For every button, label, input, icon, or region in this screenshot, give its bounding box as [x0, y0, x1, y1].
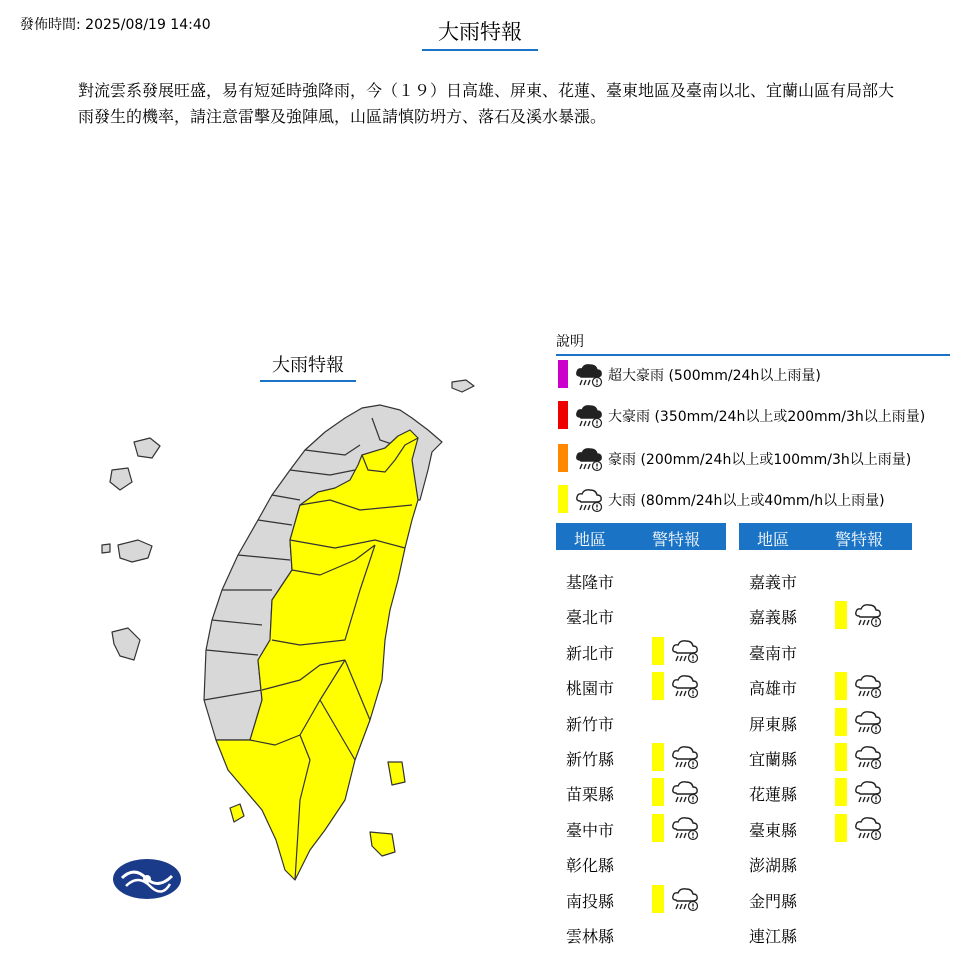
legend-swatch — [558, 360, 568, 388]
warning-swatch — [652, 743, 664, 771]
region-name: 南投縣 — [566, 891, 615, 911]
region-name: 彰化縣 — [566, 856, 615, 876]
map-title: 大雨特報 — [260, 351, 356, 382]
map-island-orchid — [370, 832, 395, 856]
region-name: 宜蘭縣 — [749, 750, 798, 769]
legend-item — [556, 444, 956, 472]
column-warning: 警特報 — [835, 530, 884, 549]
region-name: 屏東縣 — [749, 714, 798, 734]
heavy-rain-icon — [853, 813, 883, 847]
heavy-rain-icon — [853, 707, 883, 741]
very-heavy-rain-icon — [574, 444, 604, 478]
column-region: 地區 — [757, 530, 790, 549]
warning-swatch — [835, 601, 847, 629]
warning-swatch — [652, 778, 664, 806]
heavy-rain-icon — [853, 742, 883, 776]
legend-label: 大豪雨 (350mm/24h以上或200mm/3h以上雨量) — [608, 409, 926, 425]
legend-label: 超大豪雨 (500mm/24h以上雨量) — [608, 368, 821, 384]
map-island-penghu — [102, 540, 152, 660]
region-name: 花蓮縣 — [749, 785, 798, 805]
region-name: 高雄市 — [749, 679, 798, 699]
region-row — [558, 707, 738, 737]
heavy-rain-icon — [670, 884, 700, 918]
region-row — [741, 742, 921, 772]
map-island-green — [388, 762, 405, 785]
warning-swatch — [652, 814, 664, 842]
region-name: 雲林縣 — [566, 927, 615, 946]
heavy-rain-icon — [853, 671, 883, 705]
column-warning: 警特報 — [652, 530, 701, 549]
legend-title: 說明 — [556, 331, 950, 356]
warning-swatch — [652, 637, 664, 665]
region-name: 苗栗縣 — [566, 785, 615, 805]
region-name: 澎湖縣 — [749, 856, 798, 876]
table-header-left — [556, 523, 726, 550]
region-row — [741, 919, 921, 949]
column-region: 地區 — [574, 530, 607, 549]
region-row — [558, 813, 738, 843]
map-island-kinmen — [110, 438, 160, 490]
region-row — [741, 636, 921, 666]
region-name: 金門縣 — [749, 891, 798, 911]
region-row — [558, 671, 738, 701]
region-row — [558, 848, 738, 878]
legend-item — [556, 360, 956, 388]
region-row — [741, 600, 921, 630]
extremely-heavy-rain-icon — [574, 401, 604, 435]
region-name: 嘉義市 — [749, 573, 798, 592]
warning-swatch — [835, 743, 847, 771]
region-row — [558, 919, 738, 949]
warning-swatch — [652, 672, 664, 700]
region-name: 新北市 — [566, 643, 615, 663]
warning-swatch — [835, 672, 847, 700]
legend-label: 豪雨 (200mm/24h以上或100mm/3h以上雨量) — [608, 452, 912, 468]
warning-swatch — [835, 708, 847, 736]
issue-time: 發佈時間: 2025/08/19 14:40 — [20, 17, 211, 33]
legend-swatch — [558, 444, 568, 472]
region-name: 桃園市 — [566, 679, 615, 699]
warning-swatch — [652, 885, 664, 913]
torrential-rain-icon — [574, 360, 604, 394]
heavy-rain-icon — [670, 777, 700, 811]
region-name: 基隆市 — [566, 573, 615, 592]
region-row — [558, 600, 738, 630]
heavy-rain-icon — [574, 485, 604, 519]
heavy-rain-icon — [670, 742, 700, 776]
region-row — [741, 777, 921, 807]
region-row — [741, 565, 921, 595]
region-row — [741, 813, 921, 843]
cwa-logo-icon — [113, 859, 181, 899]
region-name: 臺北市 — [566, 608, 615, 628]
table-header-right — [739, 523, 912, 550]
map-island-matsu — [452, 380, 474, 392]
region-row — [741, 884, 921, 914]
heavy-rain-icon — [670, 636, 700, 670]
heavy-rain-icon — [670, 813, 700, 847]
heavy-rain-icon — [853, 600, 883, 634]
heavy-rain-icon — [853, 777, 883, 811]
region-row — [558, 777, 738, 807]
region-name: 新竹市 — [566, 714, 615, 734]
region-row — [558, 884, 738, 914]
region-row — [741, 848, 921, 878]
warning-swatch — [835, 814, 847, 842]
legend-swatch — [558, 401, 568, 429]
region-name: 臺南市 — [749, 643, 798, 663]
warning-swatch — [835, 778, 847, 806]
legend-label: 大雨 (80mm/24h以上或40mm/h以上雨量) — [608, 493, 885, 509]
region-row — [558, 636, 738, 666]
region-row — [741, 671, 921, 701]
region-name: 嘉義縣 — [749, 608, 798, 628]
warning-description: 對流雲系發展旺盛，易有短延時強降雨，今（１９）日高雄、屏東、花蓮、臺東地區及臺南以北、宜蘭山區有局部大雨發生的機率，請注意雷擊及強陣風，山區請慎防坍方、落石及溪水暴漲。 — [78, 81, 895, 126]
region-name: 新竹縣 — [566, 750, 615, 769]
legend-item — [556, 485, 956, 513]
page-title: 大雨特報 — [422, 16, 538, 51]
legend-swatch — [558, 485, 568, 513]
heavy-rain-icon — [670, 671, 700, 705]
region-row — [741, 707, 921, 737]
region-name: 臺中市 — [566, 820, 615, 840]
region-row — [558, 742, 738, 772]
legend-item — [556, 401, 956, 429]
region-name: 連江縣 — [749, 927, 798, 946]
region-row — [558, 565, 738, 595]
region-name: 臺東縣 — [749, 820, 798, 840]
map-island-liuqiu — [230, 804, 244, 822]
